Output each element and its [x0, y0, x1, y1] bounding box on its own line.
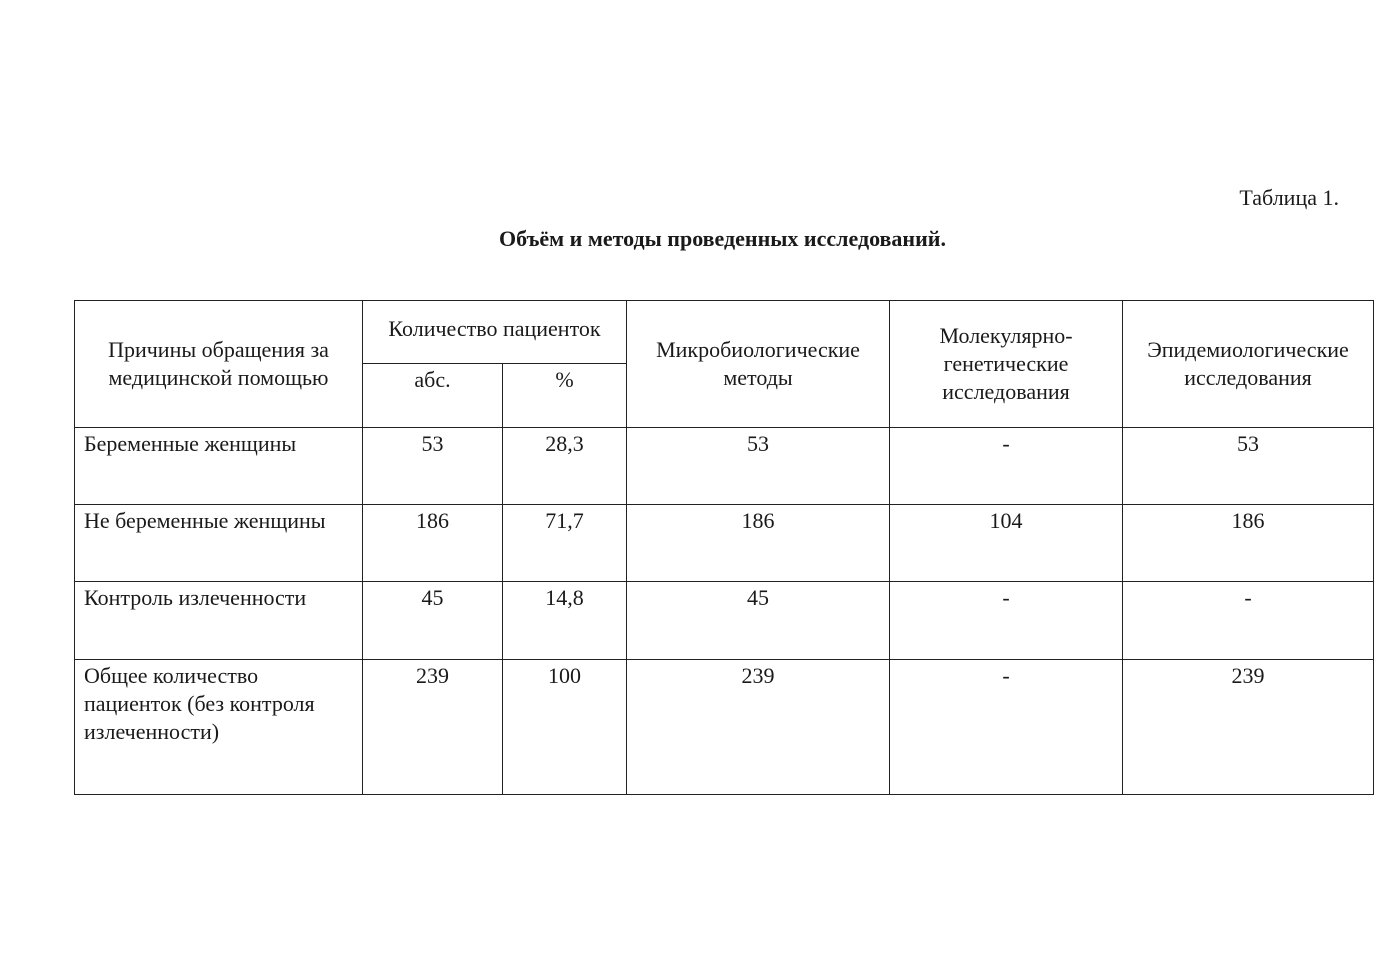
cell-microbiological: 53: [627, 428, 890, 505]
table-row: [75, 505, 1374, 582]
header-patient-count: Количество пациенток: [363, 301, 627, 364]
table-row: [75, 428, 1374, 505]
row-cause: Общее количество пациенток (без контроля излеченности): [75, 660, 363, 795]
header-epidemiological: Эпидемиологические исследования: [1123, 301, 1374, 428]
cell-percent: 28,3: [503, 428, 627, 505]
header-percent: %: [503, 364, 627, 428]
cell-molecular: -: [890, 582, 1123, 660]
row-cause: Беременные женщины: [75, 428, 363, 505]
cell-epidemiological: 53: [1123, 428, 1374, 505]
cell-abs: 45: [363, 582, 503, 660]
research-table: [74, 300, 1374, 795]
cell-percent: 100: [503, 660, 627, 795]
header-microbiological: Микробиологические методы: [627, 301, 890, 428]
cell-molecular: -: [890, 660, 1123, 795]
header-abs: абс.: [363, 364, 503, 428]
cell-microbiological: 45: [627, 582, 890, 660]
cell-microbiological: 239: [627, 660, 890, 795]
header-molecular: Молекулярно-генетические исследования: [890, 301, 1123, 428]
cell-abs: 239: [363, 660, 503, 795]
cell-epidemiological: 239: [1123, 660, 1374, 795]
cell-molecular: -: [890, 428, 1123, 505]
row-cause: Не беременные женщины: [75, 505, 363, 582]
cell-microbiological: 186: [627, 505, 890, 582]
cell-abs: 186: [363, 505, 503, 582]
header-row: [75, 301, 1374, 364]
header-cause: Причины обращения за медицинской помощью: [75, 301, 363, 428]
cell-epidemiological: -: [1123, 582, 1374, 660]
table-title: Объём и методы проведенных исследований.: [499, 226, 946, 251]
cell-percent: 14,8: [503, 582, 627, 660]
table-row: [75, 582, 1374, 660]
table-row: [75, 660, 1374, 795]
cell-molecular: 104: [890, 505, 1123, 582]
row-cause: Контроль излеченности: [75, 582, 363, 660]
cell-percent: 71,7: [503, 505, 627, 582]
cell-abs: 53: [363, 428, 503, 505]
cell-epidemiological: 186: [1123, 505, 1374, 582]
table-caption: Таблица 1.: [1239, 185, 1339, 210]
